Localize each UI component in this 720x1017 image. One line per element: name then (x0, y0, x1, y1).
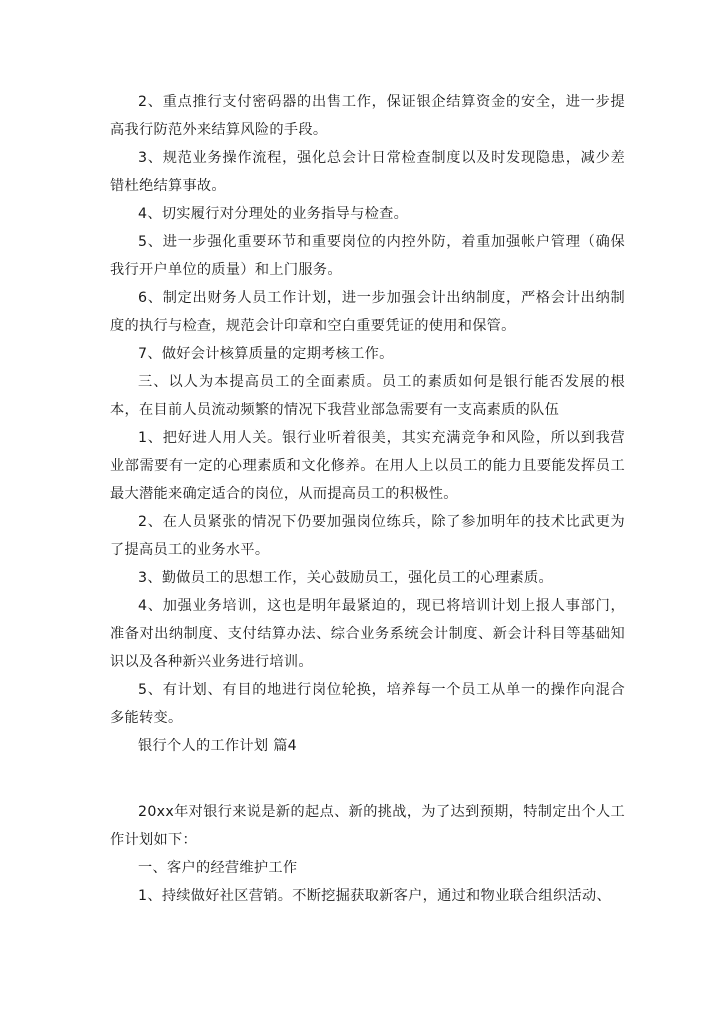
paragraph: 2、在人员紧张的情况下仍要加强岗位练兵，除了参加明年的技术比武更为了提高员工的业务水平。 (110, 514, 625, 558)
paragraph: 2、重点推行支付密码器的出售工作，保证银企结算资金的安全，进一步提高我行防范外来结算风险的手段。 (110, 94, 625, 138)
section-heading: 三、以人为本提高员工的全面素质。员工的素质如何是银行能否发展的根本，在目前人员流动频繁的情况下我营业部急需要有一支高素质的队伍 (110, 374, 625, 418)
paragraph: 4、加强业务培训，这也是明年最紧迫的，现已将培训计划上报人事部门，准备对出纳制度、支付结算办法、综合业务系统会计制度、新会计科目等基础知识以及各种新兴业务进行培训。 (110, 598, 625, 670)
paragraph: 1、把好进人用人关。银行业听着很美，其实充满竞争和风险，所以到我营业部需要有一定的心理素质和文化修养。在用人上以员工的能力且要能发挥员工最大潜能来确定适合的岗位，从而提高员工的积极性。 (110, 430, 625, 502)
paragraph: 3、勤做员工的思想工作，关心鼓励员工，强化员工的心理素质。 (138, 570, 553, 586)
paragraph: 5、进一步强化重要环节和重要岗位的内控外防，着重加强帐户管理（确保我行开户单位的质量）和上门服务。 (110, 234, 625, 278)
paragraph: 4、切实履行对分理处的业务指导与检查。 (138, 206, 409, 222)
paragraph: 3、规范业务操作流程，强化总会计日常检查制度以及时发现隐患，减少差错杜绝结算事故。 (110, 150, 625, 194)
section-heading: 一、客户的经营维护工作 (138, 860, 298, 876)
section-title: 银行个人的工作计划 篇4 (138, 738, 298, 754)
paragraph: 6、制定出财务人员工作计划，进一步加强会计出纳制度，严格会计出纳制度的执行与检查，规范会计印章和空白重要凭证的使用和保管。 (110, 290, 625, 334)
paragraph: 1、持续做好社区营销。不断挖掘获取新客户，通过和物业联合组织活动、 (138, 888, 611, 904)
paragraph: 5、有计划、有目的地进行岗位轮换，培养每一个员工从单一的操作向混合多能转变。 (110, 682, 625, 726)
paragraph: 7、做好会计核算质量的定期考核工作。 (138, 346, 394, 362)
paragraph: 20xx年对银行来说是新的起点、新的挑战，为了达到预期，特制定出个人工作计划如下： (110, 804, 625, 848)
